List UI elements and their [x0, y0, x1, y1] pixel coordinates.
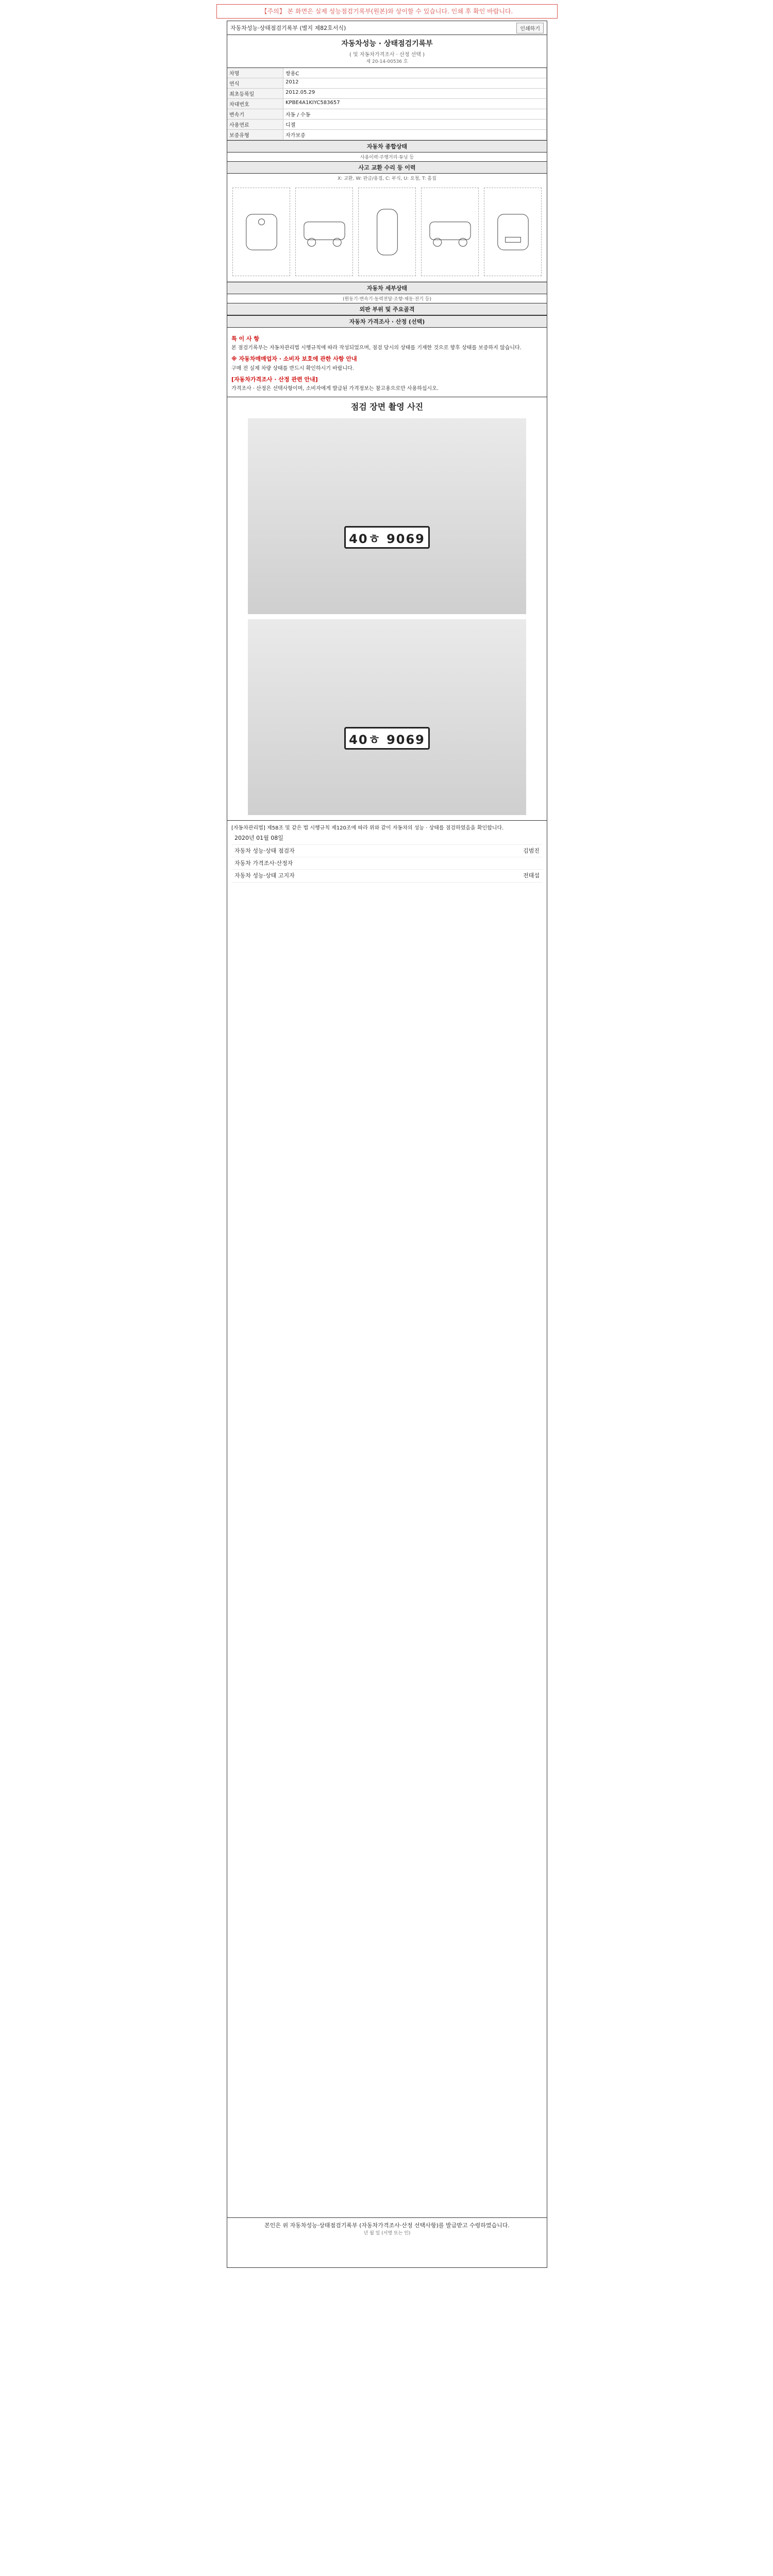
header-left: 자동차성능·상태점검기록부 (별지 제82호서식) — [230, 25, 346, 31]
page-title: 자동차성능 · 상태점검기록부 — [341, 40, 433, 48]
car-top-view — [358, 188, 416, 276]
accident-section-sub: X: 교환, W: 판금/용접, C: 부식, U: 요철, T: 흠집 — [338, 176, 436, 181]
legal-heading-1: 특 이 사 항 — [231, 335, 259, 342]
status-section-sub: 사용이력·주행거리·튜닝 등 — [360, 155, 414, 160]
inspection-sheet — [227, 21, 547, 2268]
car-rear-view — [484, 188, 542, 276]
value-first-reg: 2012.05.29 — [283, 89, 547, 98]
status-section-title: 자동차 종합상태 — [227, 140, 547, 152]
plate-rear: 40ㅎ 9069 — [344, 727, 430, 750]
parts-section-title: 외판 부위 및 주요골격 — [227, 303, 547, 315]
photo-section-title: 점검 장면 촬영 사진 — [350, 402, 424, 412]
photo-section — [227, 397, 547, 821]
inspector-label: 자동차 성능·상태 점검자 — [234, 847, 295, 854]
car-right-view — [421, 188, 479, 276]
accident-section-title: 사고 교환 수리 등 이력 — [227, 161, 547, 174]
footer-line-2: 년 월 일 (서명 또는 인) — [363, 2231, 411, 2236]
sign-date-label: 2020년 01월 08일 — [234, 835, 283, 842]
photo-front — [248, 418, 526, 614]
sign-section — [227, 821, 547, 887]
label-model: 차명 — [227, 68, 283, 78]
value-fuel: 디젤 — [283, 120, 547, 129]
photo-rear — [248, 619, 526, 815]
legal-text-3: 가격조사 · 산정은 선택사항이며, 소비자에게 발급된 가격정보는 참고용으로만 사용하십시오. — [231, 386, 439, 392]
value-trans: 자동 / 수동 — [283, 109, 547, 119]
value-year: 2012 — [283, 78, 547, 88]
legal-heading-3: [자동차가격조사 · 산정 관련 안내] — [231, 376, 318, 383]
detail-section-title: 자동차 세부상태 — [227, 282, 547, 294]
price-section-title: 자동차 가격조사 · 산정 (선택) — [227, 315, 547, 328]
footer-line-1: 본인은 위 자동차성능·상태점검기록부 (자동차가격조사·산정 선택사항)를 발급받고 수령하였습니다. — [264, 2222, 510, 2229]
page-subtitle: ( 및 자동차가격조사 · 산정 선택 ) — [349, 52, 425, 58]
legal-text-2: 구매 전 실제 차량 상태를 반드시 확인하시기 바랍니다. — [231, 365, 354, 371]
sign-note: [자동차관리법] 제58조 및 같은 법 시행규칙 제120조에 따라 위와 같이 자동차의 성능 · 상태를 점검하였음을 확인합니다. — [231, 825, 504, 832]
value-warranty: 자가보증 — [283, 130, 547, 140]
label-warranty: 보증유형 — [227, 130, 283, 140]
doc-number: 제 20-14-00536 호 — [366, 59, 408, 64]
footer — [227, 2217, 547, 2267]
print-button[interactable]: 인쇄하기 — [516, 23, 544, 33]
plate-front: 40ㅎ 9069 — [344, 526, 430, 549]
value-vin: KPBE4A1KIYC583657 — [283, 99, 547, 109]
label-vin: 차대번호 — [227, 99, 283, 109]
car-left-view — [295, 188, 353, 276]
inspector-name: 김범진 — [523, 847, 540, 854]
price-label: 자동차 가격조사·산정자 — [234, 859, 293, 867]
car-front-view — [232, 188, 290, 276]
label-trans: 변속기 — [227, 109, 283, 119]
detail-section-sub: (원동기·변속기·동력전달·조향·제동·전기 등) — [343, 297, 431, 302]
value-model: 쌍용C — [283, 68, 547, 78]
legal-notes — [227, 328, 547, 397]
dealer-label: 자동차 성능·상태 고지자 — [234, 872, 295, 879]
top-warning: 【주의】 본 화면은 실제 성능점검기록부(원본)와 상이할 수 있습니다. 인쇄 후 확인 바랍니다. — [216, 4, 558, 19]
legal-text-1: 본 점검기록부는 자동차관리법 시행규칙에 따라 작성되었으며, 점검 당시의 상태를 기재한 것으로 향후 상태를 보증하지 않습니다. — [231, 345, 522, 351]
label-first-reg: 최초등록일 — [227, 89, 283, 98]
label-year: 연식 — [227, 78, 283, 88]
dealer-name: 전태섭 — [523, 872, 540, 879]
legal-heading-2: ※ 자동차매매업자 · 소비자 보호에 관한 사항 안내 — [231, 355, 357, 363]
label-fuel: 사용연료 — [227, 120, 283, 129]
car-diagram — [227, 182, 547, 282]
